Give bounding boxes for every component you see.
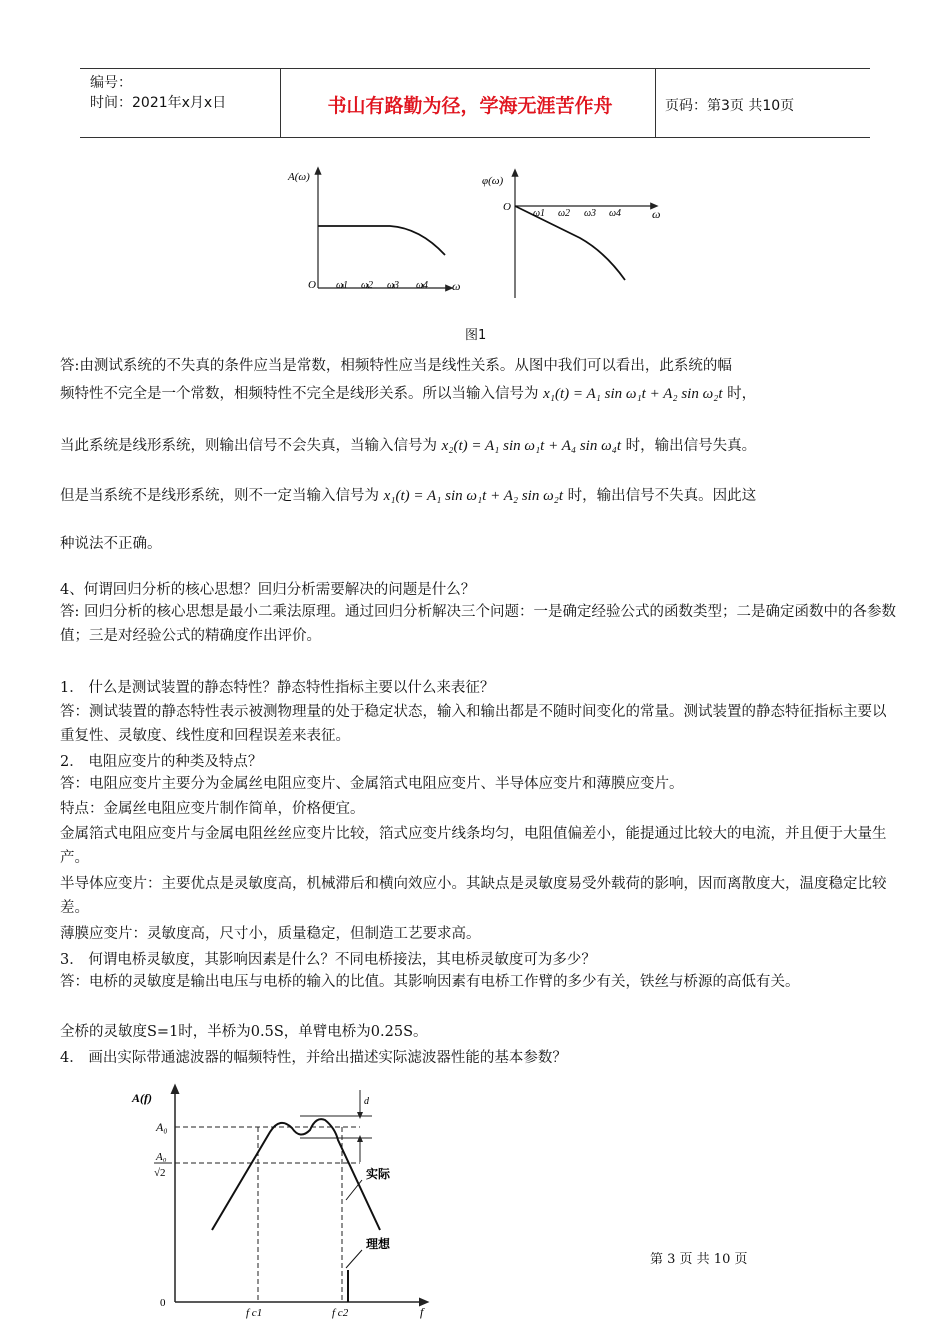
- formula-x1: x₁(t) = A₁ sin ω₁t + A₂ sin ω₂t: [543, 386, 723, 402]
- answer3-line4: [60, 484, 756, 505]
- left-x-label: ω: [452, 279, 461, 293]
- header-divider: [280, 69, 281, 137]
- amplitude-curve: [318, 226, 445, 255]
- ripple-d-label: d: [364, 1096, 369, 1107]
- page-header: [80, 68, 870, 138]
- left-tick-3: ω3: [387, 280, 400, 291]
- answer3-line2-end: 时，: [727, 386, 757, 402]
- s2-a2-p2: 金属箔式电阻应变片与金属电阻丝丝应变片比较，箔式应变片线条均匀，电阻值偏差小，能提通过比较大的电流，并且便于大量生产。: [60, 826, 887, 866]
- header-page-label: 页码：第3页 共10页: [665, 98, 795, 114]
- left-tick-1: ω1: [336, 280, 349, 291]
- right-tick-3: ω3: [584, 208, 597, 219]
- left-tick-2: ω2: [361, 280, 374, 291]
- answer3-line3-end: 时，输出信号失真。: [625, 438, 757, 454]
- left-origin: O: [308, 279, 316, 291]
- header-time-label: 时间：2021年x月x日: [90, 95, 227, 111]
- answer3-line3-text: 当此系统是线形系统，则输出信号不会失真，当输入信号为: [60, 438, 437, 454]
- a0-label: A₀: [156, 1120, 168, 1134]
- q4-question: 4、何谓回归分析的核心思想？回归分析需要解决的问题是什么？: [60, 582, 476, 598]
- answer3-line4-text: 但是当系统不是线形系统，则不一定当输入信号为: [60, 488, 379, 504]
- q4-answer: 答: 回归分析的核心思想是最小二乘法原理。通过回归分析解决三个问题：一是确定经验公式的函数类型；二是确定函数中的各参数值；三是对经验公式的精确度作出评价。: [60, 604, 896, 644]
- s2-a2: 答：电阻应变片主要分为金属丝电阻应变片、金属箔式电阻应变片、半导体应变片和薄膜应变片。: [60, 776, 684, 792]
- right-tick-4: ω4: [609, 208, 622, 219]
- left-tick-4: ω4: [416, 280, 429, 291]
- s2-a1: 答：测试装置的静态特性表示被测物理量的处于稳定状态，输入和输出都是不随时间变化的常量。测试装置的静态特征指标主要以重复性、灵敏度、线性度和回程误差来表征。: [60, 704, 887, 744]
- answer3-line3: [60, 434, 756, 455]
- filter-y-label: A(f): [132, 1091, 152, 1105]
- actual-leader-line: [346, 1180, 362, 1200]
- s2-a2-p1: 特点：金属丝电阻应变片制作简单，价格便宜。: [60, 801, 365, 817]
- right-y-label: φ(ω): [482, 175, 504, 187]
- a0-fraction-denominator: √2: [154, 1167, 166, 1179]
- formula-x1-repeat: x₁(t) = A₁ sin ω₁t + A₂ sin ω₂t: [383, 488, 564, 504]
- fc2-label: f c2: [332, 1307, 349, 1319]
- right-tick-1: ω1: [533, 208, 546, 219]
- header-left: [90, 73, 226, 113]
- s2-q3: 3． 何谓电桥灵敏度，其影响因素是什么？不同电桥接法，其电桥灵敏度可为多少？: [60, 952, 596, 968]
- right-origin: O: [503, 201, 511, 213]
- formula-x2: x₂(t) = A₁ sin ω₁t + A₄ sin ω₄t: [441, 438, 622, 454]
- header-divider: [655, 69, 656, 137]
- answer3-line4-end: 时，输出信号不失真。因此这: [567, 488, 757, 504]
- s2-q4: 4． 画出实际带通滤波器的幅频特性，并给出描述实际滤波器性能的基本参数？: [60, 1050, 567, 1066]
- right-x-label: ω: [652, 207, 661, 221]
- figure1-caption: 图1: [465, 328, 487, 343]
- answer3-line2-text: 频特性不完全是一个常数，相频特性不完全是线形关系。所以当输入信号为: [60, 386, 539, 402]
- actual-response-curve: [212, 1119, 380, 1230]
- s2-a3-p1: 全桥的灵敏度S=1时，半桥为0.5S，单臂电桥为0.25S。: [60, 1024, 428, 1040]
- filter-origin: 0: [160, 1297, 166, 1309]
- s2-q2: 2． 电阻应变片的种类及特点？: [60, 754, 263, 770]
- right-tick-2: ω2: [558, 208, 571, 219]
- s2-a2-p3: 半导体应变片：主要优点是灵敏度高，机械滞后和横向效应小。其缺点是灵敏度易受外载荷的影响，因而离散度大，温度稳定比较差。: [60, 876, 887, 916]
- header-number-label: 编号：: [90, 75, 132, 91]
- figure1-graphs: [288, 160, 680, 330]
- a0-fraction-numerator: A₀: [156, 1151, 167, 1163]
- answer3-line5: 种说法不正确。: [60, 536, 162, 552]
- actual-label: 实际: [366, 1167, 391, 1181]
- fc1-label: f c1: [246, 1307, 263, 1319]
- answer3-line2: [60, 382, 756, 403]
- left-y-label: A(ω): [288, 171, 310, 183]
- s2-a3: 答：电桥的灵敏度是输出电压与电桥的输入的比值。其影响因素有电桥工作臂的多少有关，铁丝与桥源的高低有关。: [60, 974, 800, 990]
- header-motto: 书山有路勤为径，学海无涯苦作舟: [327, 95, 613, 117]
- ideal-leader-line: [346, 1250, 362, 1268]
- answer3-line1: 答:由测试系统的不失真的条件应当是常数，相频特性应当是线性关系。从图中我们可以看出，此系统的幅: [60, 358, 732, 374]
- bandpass-filter-diagram: [120, 1080, 450, 1320]
- s2-a2-p4: 薄膜应变片：灵敏度高，尺寸小，质量稳定，但制造工艺要求高。: [60, 926, 481, 942]
- s2-q1: 1． 什么是测试装置的静态特性？静态特性指标主要以什么来表征？: [60, 680, 495, 696]
- page-footer: 第 3 页 共 10 页: [650, 1252, 748, 1267]
- ideal-label: 理想: [366, 1237, 391, 1251]
- filter-x-label: f: [420, 1305, 424, 1319]
